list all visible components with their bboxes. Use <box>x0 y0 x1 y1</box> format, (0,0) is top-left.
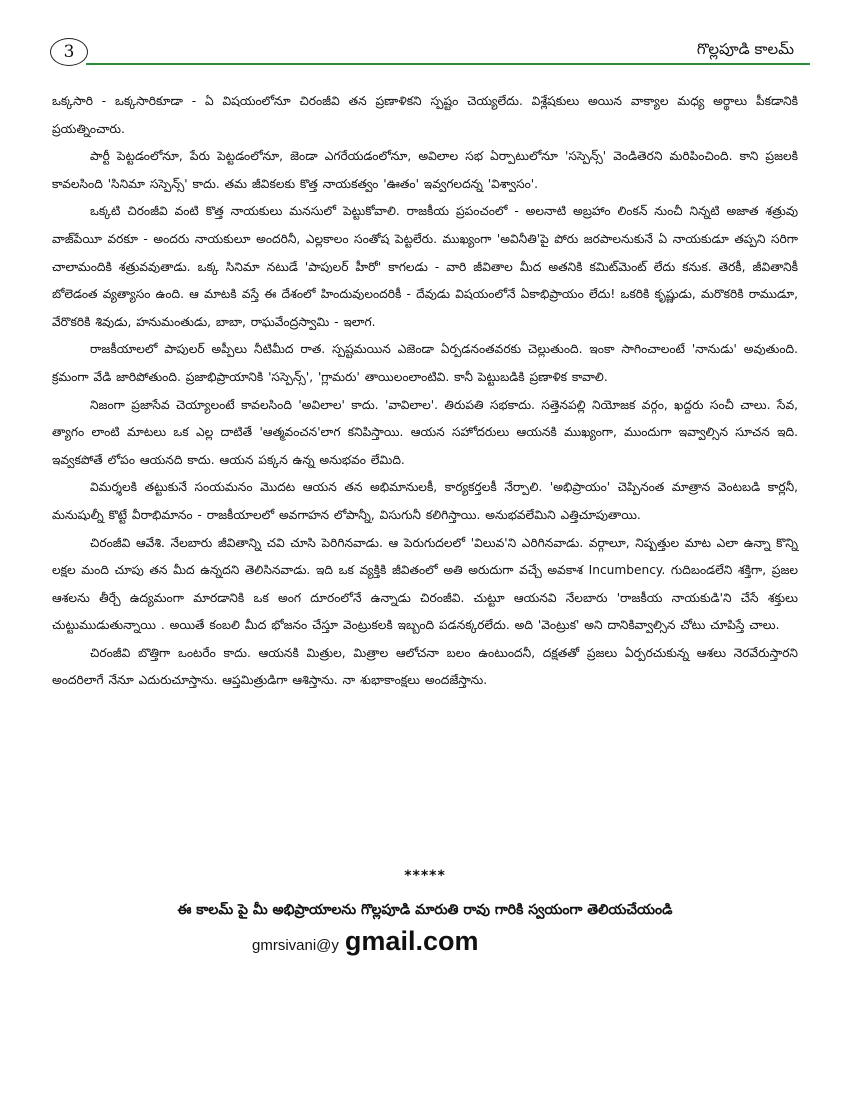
paragraph: పార్టీ పెట్టడంలోనూ, పేరు పెట్టడంలోనూ, జెండా ఎగరేయడంలోనూ, అవిలాల సభ ఏర్పాటులోనూ 'సస్పెన్స్' వెండితెరని మరిపించింది. కాని ప్రజలకి కావలసింది 'సినిమా సస్పెన్స్' కాదు. తమ జీవికలకు కొత్త నాయకత్వం 'ఊతం' ఇవ్వగలదన్న 'విశ్వాసం'. <box>52 149 798 191</box>
paragraph: నిజంగా ప్రజాసేవ చెయ్యాలంటే కావలసింది 'అవిలాల' కాదు. 'వావిలాల'. తిరుపతి సభకాదు. సత్తెనపల్లి నియోజక వర్గం, ఖద్దరు సంచీ చాలు. సేవ, త్యాగం లాంటి మాటలు ఒక ఎల్ల దాటితే 'ఆత్మవంచన'లాగ కనిపిస్తాయి. ఆయన సహోదరులు ఆయనకి ముఖ్యంగా, ముందుగా ఇవ్వాల్సిన సూచన ఇది. ఇవ్వకపోతే లోపం ఆయనది కాదు. ఆయన పక్కన ఉన్న అనుభవం లేమిది. <box>52 397 798 467</box>
feedback-note: ఈ కాలమ్ పై మీ అభిప్రాయాలను గొల్లపూడి మారుతి రావు గారికి స్వయంగా తెలియచేయండి <box>177 902 673 918</box>
paragraph: చిరంజీవి బొత్తిగా ఒంటరేం కాదు. ఆయనకి మిత్రుల, మిత్రాల ఆలోచనా బలం ఉంటుందనీ, దక్షతతో ప్రజలు ఏర్పరచుకున్న ఆశలు నెరవేరుస్తారని అందరిలాగే నేనూ ఎదురుచూస్తాను. ఆప్తమిత్రుడిగా ఆశిస్తాను. నా శుభాకాంక్షలు అందజేస్తాను. <box>52 645 798 688</box>
article-body <box>52 88 798 695</box>
email-domain: gmail.com <box>344 926 479 956</box>
email-user: gmrsivani@y <box>252 937 339 954</box>
column-name: గొల్లపూడి కాలమ్ <box>696 40 794 58</box>
paragraph: విమర్శలకి తట్టుకునే సంయమనం మొదట ఆయన తన అభిమానులకీ, కార్యకర్తలకీ నేర్పాలి. 'అభిప్రాయం' చెప్పినంత మాత్రాన వెంటబడి కార్లనీ, మనుషుల్నీ కొట్టే వీరాభిమానం - రాజకీయాలలో అవగాహన లోపాన్నీ, విసుగునీ కలిగిస్తాయి. అనుభవలేమిని ఎత్తిచూపుతాయి. <box>52 480 798 522</box>
page-number: 3 <box>63 42 75 62</box>
page-number-badge <box>50 38 88 66</box>
email-address[interactable] <box>252 926 478 957</box>
paragraph: ఒక్కటి చిరంజీవి వంటి కొత్త నాయకులు మనసులో పెట్టుకోవాలి. రాజకీయ ప్రపంచంలో - అలనాటి అబ్రహాం లింకన్ నుంచీ నిన్నటి అజాత శత్రువు వాజ్‌పేయీ వరకూ - అందరు నాయకులూ అందరినీ, ఎల్లకాలం సంతోష పెట్టలేరు. ముఖ్యంగా 'అవినీతి'పై పోరు జరపాలనుకునే ఏ నాయకుడూ తప్పని సరిగా చాలామందికి శత్రువవుతాడు. ఒక్క సినిమా నటుడే 'పాపులర్ హీరో' కాగలడు - వారి జీవితాల మీద అతనికి కమిట్‌మెంట్ లేదు కనుక. తెరకీ, జీవితానికీ బోలెడంత వ్యత్యాసం ఉంది. ఆ మాటకి వస్తే ఈ దేశంలో హిందువులందరికీ - దేవుడు విషయంలోనే ఏకాభిప్రాయం లేదు! ఒకరికి కృష్ణుడు, మరొకరికి రాముడూ, వేరొకరికి శివుడు, హనుమంతుడు, బాబా, రాఘవేంద్రస్వామి - ఇలాగ. <box>52 204 798 329</box>
paragraph: చిరంజీవి ఆవేశి. నేలబారు జీవితాన్ని చవి చూసి పెరిగినవాడు. ఆ పెరుగుదలలో 'విలువ'ని ఎరిగినవాడు. వర్గాలూ, నిష్పత్తుల మాట ఎలా ఉన్నా కొన్ని లక్షల మంది చూపు తన మీద ఉన్నదని తెలిసినవాడు. ఇది ఒక వ్యక్తికి జీవితంలో అతి అరుదుగా వచ్చే అవకాశ Incumbency. గుదిబండలేని శక్తిగా, ప్రజల ఆశలను తీర్చే ఉద్యమంగా మారడానికి ఒక అంగ దూరంలోనే ఉన్నాడు చిరంజీవి. చుట్టూ ఆయనవి నేలబారు 'రాజకీయ నాయకుడి'ని చేసే శక్తులు చుట్టుముడుతున్నాయి . అయితే కంబలి మీద భోజనం చేస్తూ వెంట్రుకలకి ఇబ్బంది పడనక్కరలేదు. అది 'వెంట్రుక' అని దానికివ్వాల్సిన చోటు చూపిస్తే చాలు. <box>52 535 798 633</box>
paragraph: రాజకీయాలలో పాపులర్ అప్పీలు నీటిమీద రాత. స్పష్టమయిన ఎజెండా ఏర్పడనంతవరకు చెల్లుతుంది. ఇంకా సాగించాలంటే 'నానుడు' అవుతుంది. క్రమంగా వేడి జారిపోతుంది. ప్రజాభిప్రాయానికి 'సస్పెన్స్', 'గ్లామరు' తాయిలంలాంటివి. కానీ పెట్టుబడికి ప్రణాళిక కావాలి. <box>52 342 798 384</box>
paragraph: ఒక్కసారి - ఒక్కసారికూడా - ఏ విషయంలోనూ చిరంజీవి తన ప్రణాళికని స్పష్టం చెయ్యలేదు. విశ్లేషకులు అయిన వాక్యాల మధ్య అర్థాలు పీకడానికి ప్రయత్నించారు. <box>52 94 798 136</box>
end-separator: ***** <box>404 868 446 884</box>
header-rule <box>86 63 810 65</box>
